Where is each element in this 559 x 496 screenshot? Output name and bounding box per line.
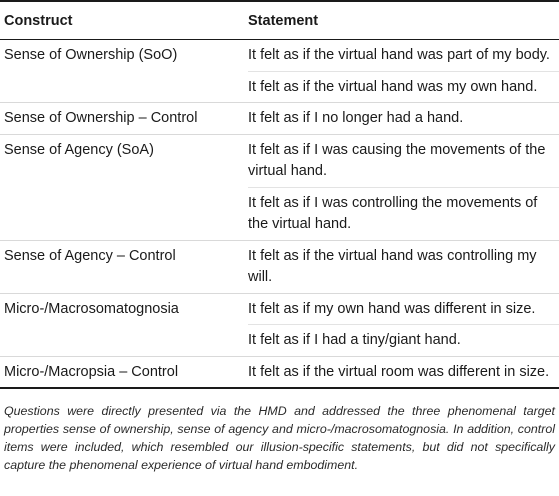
statement-cell: It felt as if the virtual room was different in size. <box>248 363 550 380</box>
statement-cell: It felt as if the virtual hand was part of my body. <box>248 47 550 63</box>
statement-cell: It felt as if the virtual hand was controlling my will. <box>248 247 537 285</box>
statement-cell: It felt as if I no longer had a hand. <box>248 110 464 126</box>
construct-cell: Sense of Agency (SoA) <box>4 141 154 158</box>
header-construct: Construct <box>4 12 73 29</box>
table-row-group <box>0 135 559 241</box>
statement-list <box>248 294 559 356</box>
statement-list <box>248 135 559 240</box>
table-row <box>0 357 559 388</box>
header-statement: Statement <box>248 12 319 29</box>
statement-cell: It felt as if I was causing the movements of the virtual hand. <box>248 141 546 179</box>
table-row-group <box>0 103 559 135</box>
table-row <box>0 294 559 356</box>
table-row <box>0 135 559 240</box>
table-row-group <box>0 241 559 294</box>
table-row-group <box>0 294 559 357</box>
statement-list <box>248 241 559 293</box>
statement-list <box>248 103 559 134</box>
table-row <box>0 40 559 102</box>
construct-cell: Sense of Agency – Control <box>4 247 176 264</box>
table-row-group <box>0 357 559 388</box>
statement-cell: It felt as if the virtual hand was my own hand. <box>248 71 559 103</box>
construct-cell: Micro-/Macropsia – Control <box>4 363 179 380</box>
statement-cell: It felt as if I was controlling the movements of the virtual hand. <box>248 187 559 240</box>
statement-list <box>248 357 559 388</box>
construct-cell: Sense of Ownership (SoO) <box>4 47 178 63</box>
statement-list <box>248 40 559 102</box>
table-row <box>0 241 559 293</box>
table-body <box>0 40 559 387</box>
construct-cell: Sense of Ownership – Control <box>4 110 198 126</box>
table-header-row <box>0 2 559 39</box>
statement-cell: It felt as if I had a tiny/giant hand. <box>248 324 559 356</box>
table-footnote: Questions were directly presented via the HMD and addressed the three phenomenal target properties sense of ownership, sense of agency and micro-/macrosomatognosia. In addition, control items were included, which resembled our illusion-specific statements, but did not specifically capture the phenomenal experience of virtual hand embodiment. <box>4 403 555 472</box>
table-row-group <box>0 40 559 103</box>
table-row <box>0 103 559 134</box>
statement-cell: It felt as if my own hand was different in size. <box>248 300 536 317</box>
construct-cell: Micro-/Macrosomatognosia <box>4 300 179 317</box>
